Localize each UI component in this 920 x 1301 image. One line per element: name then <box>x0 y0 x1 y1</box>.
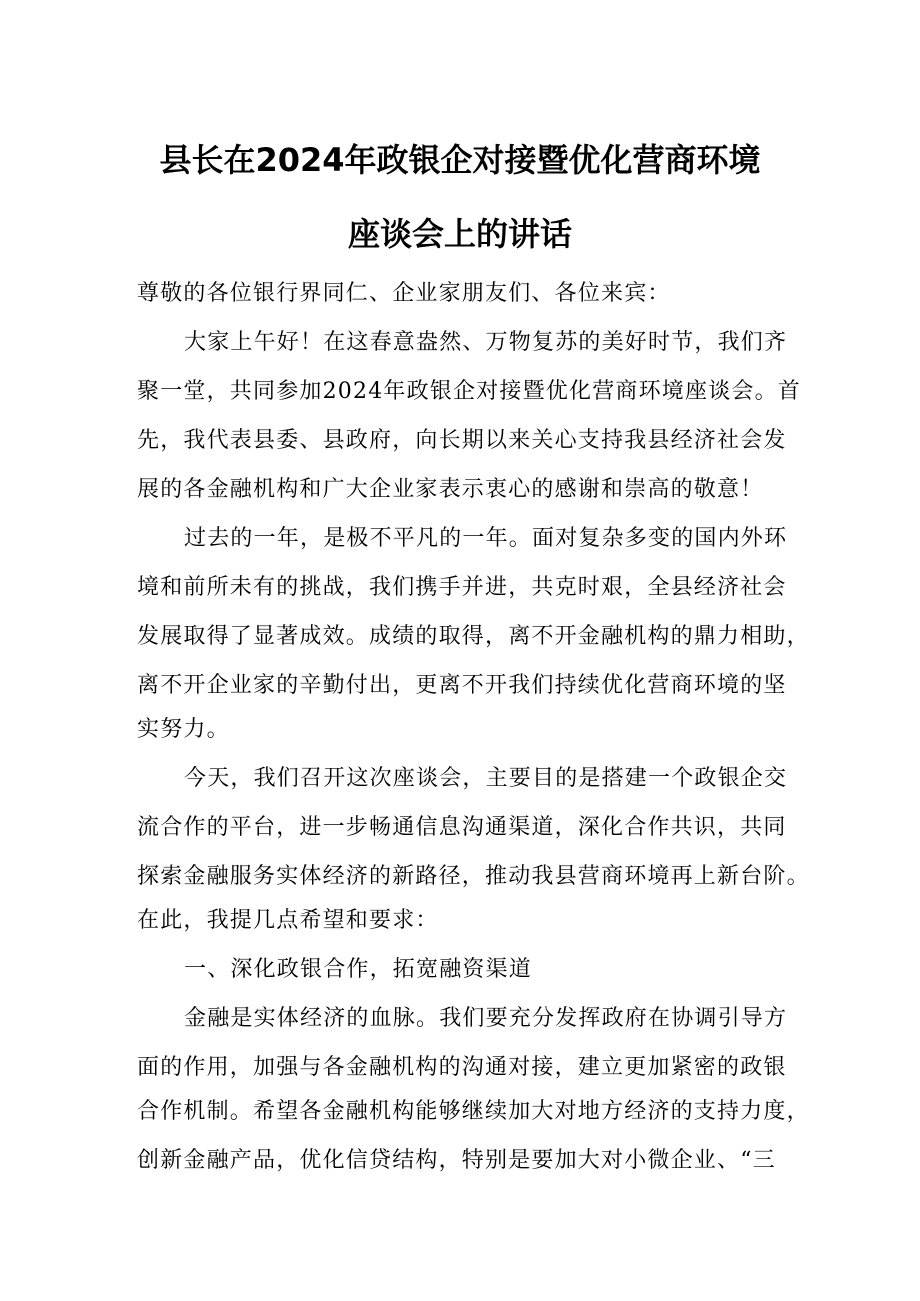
text-line: 展的各金融机构和广大企业家表示衷心的感谢和崇高的敬意！ <box>137 477 764 502</box>
text-line: 大家上午好！在这春意盎然、万物复苏的美好时节，我们齐 <box>184 330 788 355</box>
text-line: 过去的一年，是极不平凡的一年。面对复杂多变的国内外环 <box>184 526 788 551</box>
text-line: 面的作用，加强与各金融机构的沟通对接，建立更加紧密的政银 <box>137 1055 787 1080</box>
text-line: 聚一堂，共同参加2024年政银企对接暨优化营商环境座谈会。首 <box>137 379 801 404</box>
text-line: 创新金融产品，优化信贷结构，特别是要加大对小微企业、“三 <box>137 1148 776 1173</box>
section-heading-1: 一、深化政银合作，拓宽融资渠道 <box>184 957 533 982</box>
title-line-1: 县长在2024年政银企对接暨优化营商环境 <box>159 141 761 179</box>
text-line: 合作机制。希望各金融机构能够继续加大对地方经济的支持力度， <box>137 1099 810 1124</box>
text-line: 流合作的平台，进一步畅通信息沟通渠道，深化合作共识，共同 <box>137 815 787 840</box>
text-line: 探索金融服务实体经济的新路径，推动我县营商环境再上新台阶。 <box>137 864 810 889</box>
title-line-2: 座谈会上的讲话 <box>347 215 572 253</box>
text-line: 离不开企业家的辛勤付出，更离不开我们持续优化营商环境的坚 <box>137 673 787 698</box>
text-line: 在此，我提几点希望和要求： <box>137 908 439 933</box>
text-line: 今天，我们召开这次座谈会，主要目的是搭建一个政银企交 <box>184 766 788 791</box>
text-line: 先，我代表县委、县政府，向长期以来关心支持我县经济社会发 <box>137 428 787 453</box>
text-line: 发展取得了显著成效。成绩的取得，离不开金融机构的鼎力相助， <box>137 624 810 649</box>
salutation-line: 尊敬的各位银行界同仁、企业家朋友们、各位来宾： <box>137 281 671 306</box>
text-line: 境和前所未有的挑战，我们携手并进，共克时艰，全县经济社会 <box>137 575 787 600</box>
text-line: 金融是实体经济的血脉。我们要充分发挥政府在协调引导方 <box>184 1006 788 1031</box>
text-line: 实努力。 <box>137 717 230 742</box>
